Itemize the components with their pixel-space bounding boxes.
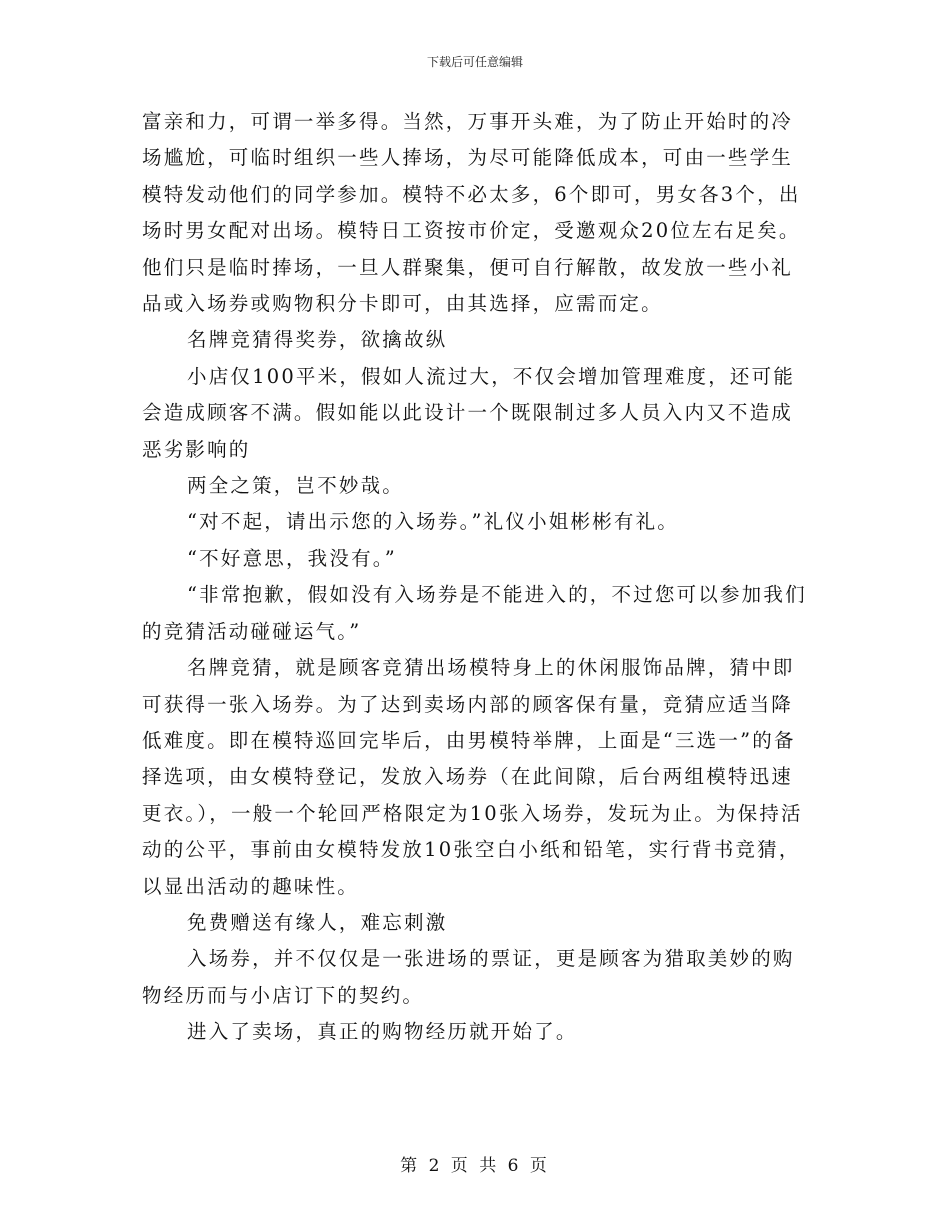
section-heading: 免费赠送有缘人，难忘刺激 [187, 910, 448, 934]
paragraph: 富亲和力，可谓一举多得。当然，万事开头难，为了防止开始时的冷场尴尬，可临时组织一些人捧场，为尽可能降低成本，可由一些学生模特发动他们的同学参加。模特不必太多，6个即可，男女各3个，出场时男女配对出场。模特日工资按市价定，受邀观众20位左右足矣。他们只是临时捧场，一旦人群聚集，便可自行解散，故发放一些小礼品或入场券或购物积分卡即可，由其选择，应需而定。 [142, 110, 801, 316]
dialogue-line: “不好意思，我没有。” [187, 546, 397, 570]
paragraph: 小店仅100平米，假如人流过大，不仅会增加管理难度，还可能会造成顾客不满。假如能以此设计一个既限制过多人员入内又不造成恶劣影响的 [142, 364, 796, 461]
section-heading: 名牌竞猜得奖券，欲擒故纵 [187, 328, 448, 352]
dialogue-line: “对不起，请出示您的入场券。”礼仪小姐彬彬有礼。 [187, 510, 679, 534]
document-body [142, 104, 810, 1051]
dialogue-line: “非常抱歉，假如没有入场券是不能进入的，不过您可以参加我们的竞猜活动碰碰运气。” [142, 583, 807, 643]
paragraph: 两全之策，岂不妙哉。 [187, 474, 405, 498]
page-number-footer: 第 2 页 共 6 页 [400, 1156, 550, 1176]
page-header: 下载后可任意编辑 [426, 55, 523, 69]
paragraph: 进入了卖场，真正的购物经历就开始了。 [187, 1020, 578, 1044]
paragraph: 名牌竞猜，就是顾客竞猜出场模特身上的休闲服饰品牌，猜中即可获得一张入场券。为了达到卖场内部的顾客保有量，竞猜应适当降低难度。即在模特巡回完毕后，由男模特举牌，上面是“三选一”的备择选项，由女模特登记，发放入场券（在此间隙，后台两组模特迅速更衣。），一般一个轮回严格限定为10张入场券，发玩为止。为保持活动的公平，事前由女模特发放10张空白小纸和铅笔，实行背书竞猜，以显出活动的趣味性。 [142, 656, 803, 898]
paragraph: 入场券，并不仅仅是一张进场的票证，更是顾客为猎取美妙的购物经历而与小店订下的契约。 [142, 947, 795, 1007]
